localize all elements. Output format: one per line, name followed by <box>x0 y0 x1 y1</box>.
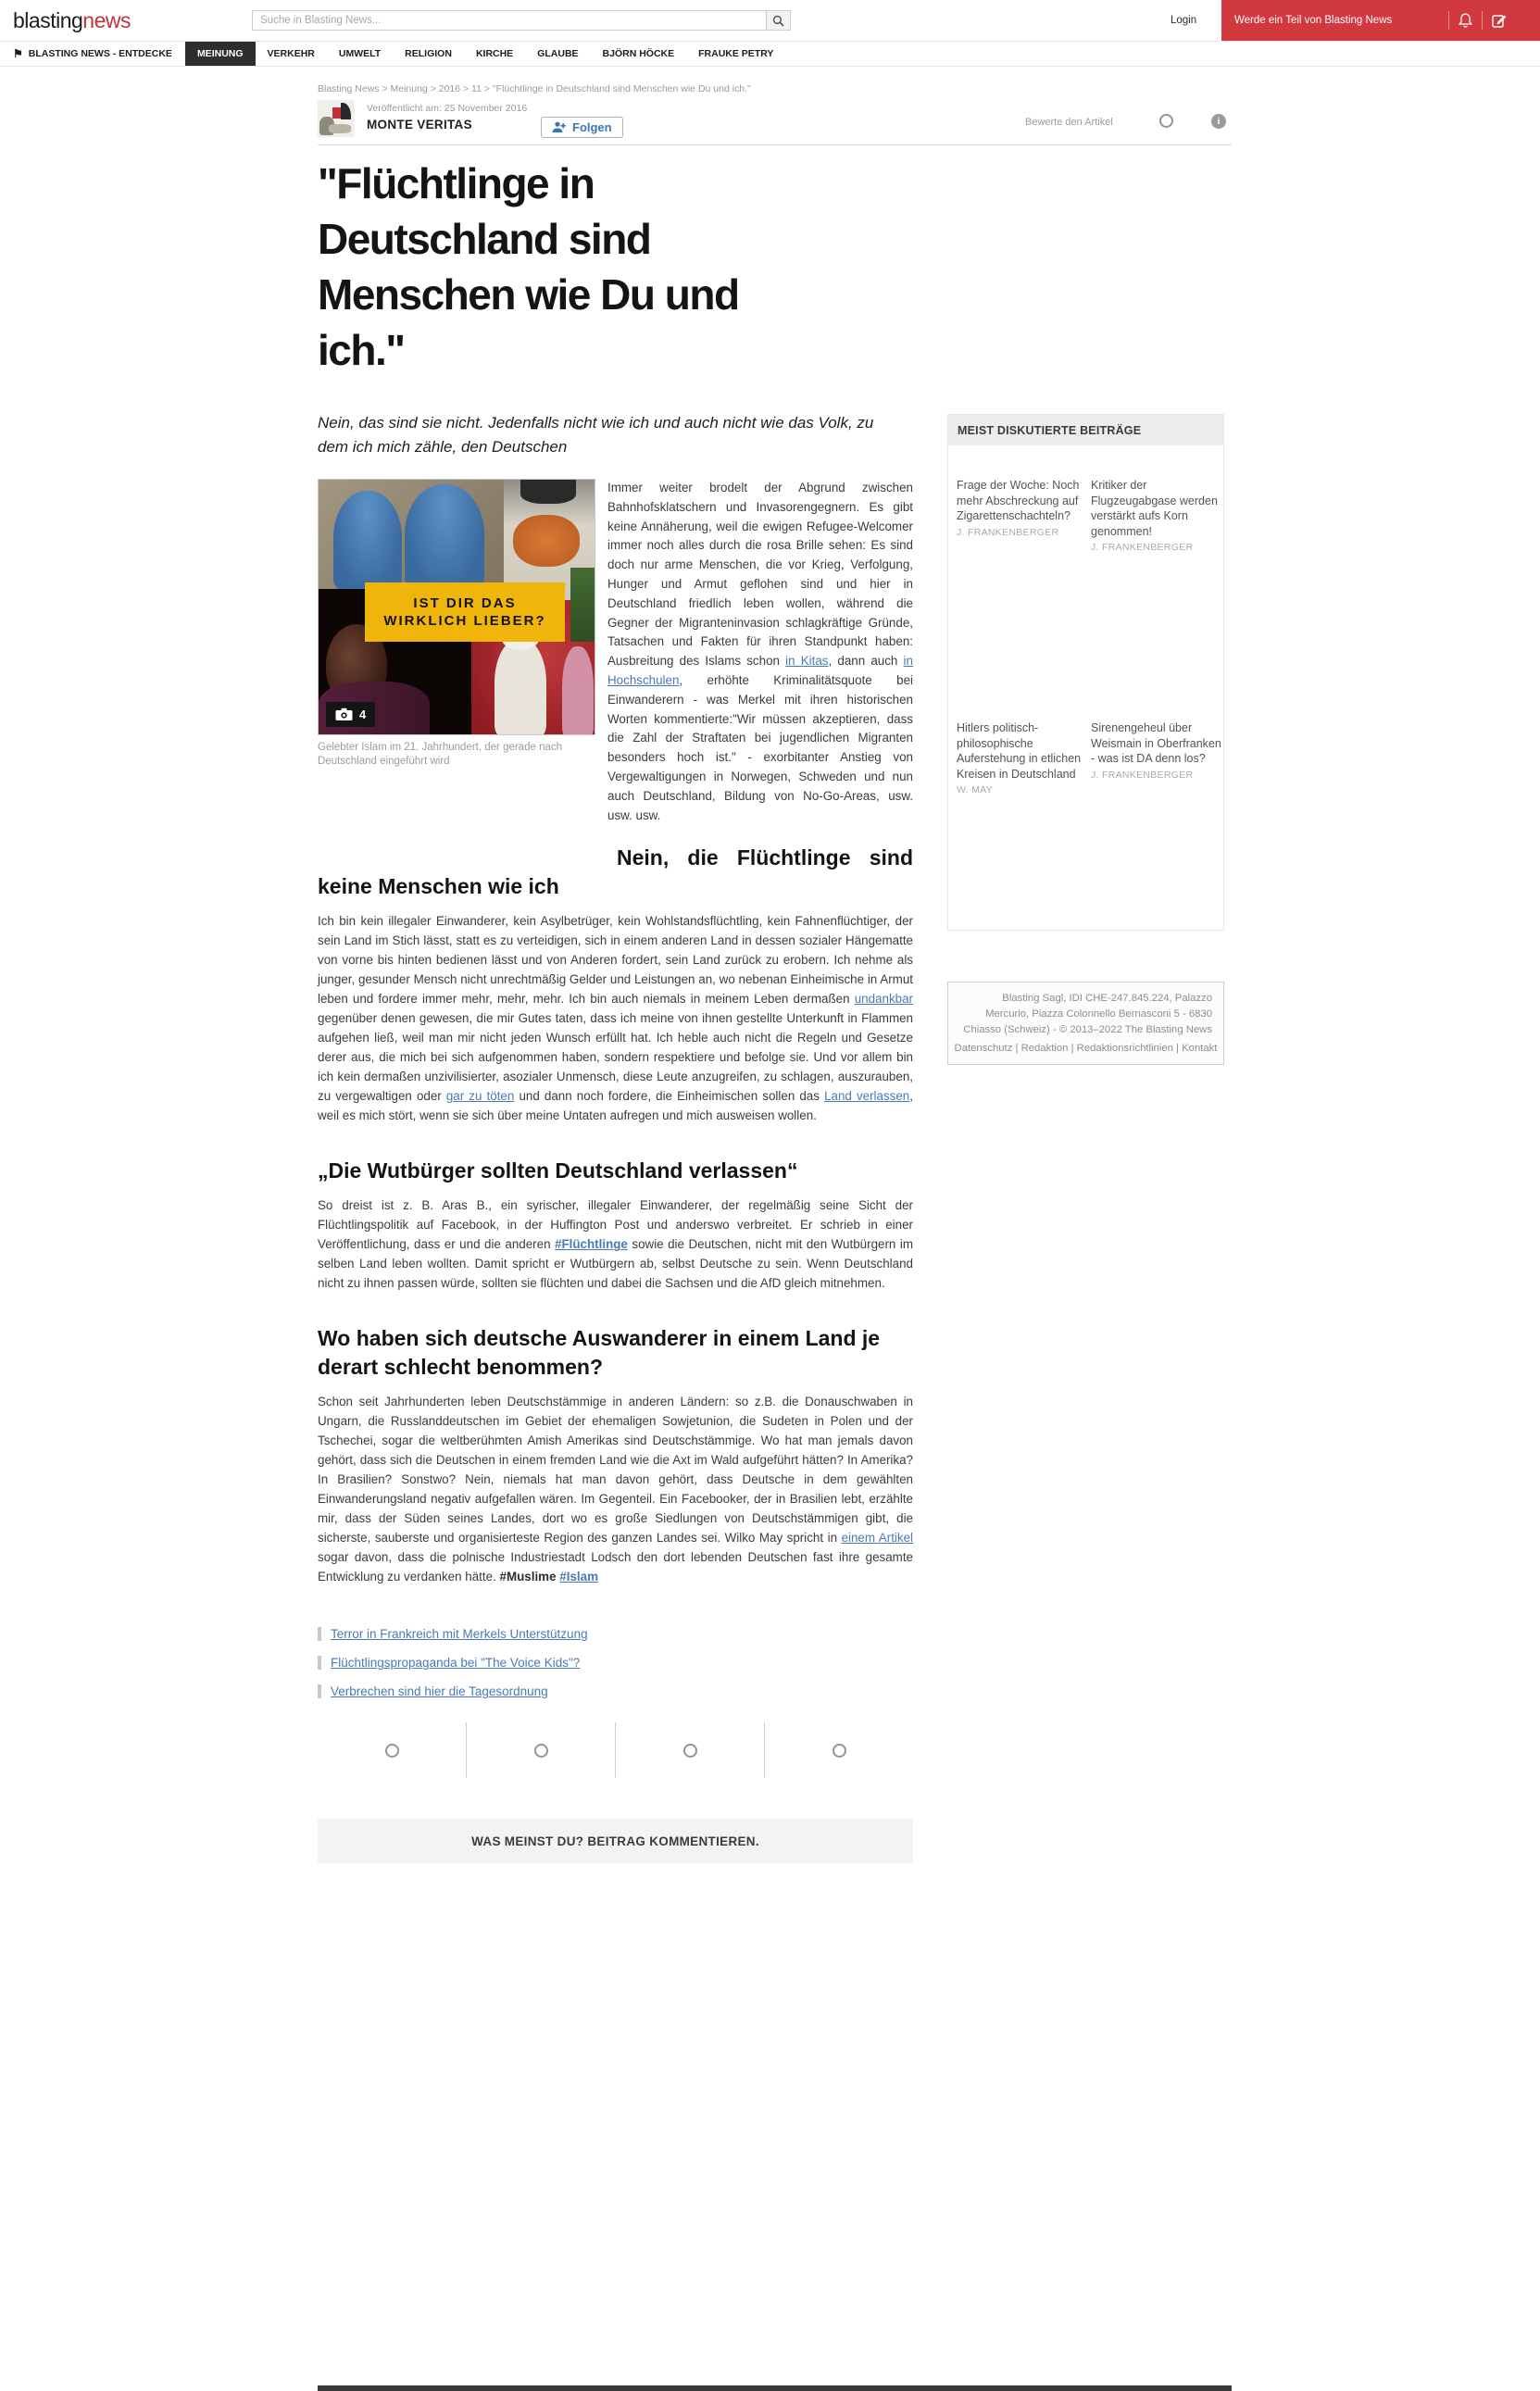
inline-link[interactable]: in Kitas <box>785 654 829 669</box>
related-link[interactable]: Terror in Frankreich mit Merkels Unterstützung <box>331 1627 588 1642</box>
collage-shape <box>495 639 546 735</box>
article-paragraph <box>607 479 913 825</box>
article-title: "Flüchtlinge in Deutschland sind Menschen wie Du und ich." <box>318 159 739 374</box>
site-logo[interactable] <box>13 8 131 33</box>
search-input[interactable] <box>252 10 766 31</box>
text-segment: Ich bin kein illegaler Einwanderer, kein Asylbetrüger, kein Wohlstandsflüchtling, kein Fahnenflüchtiger, der sein Land im Stich lässt, statt es zu verteidigen, sich in einem anderen Land in dessen sozialer Hängematte von vorne bis hinten bedienen lässt und von Anderen fordert, sein Land zurück zu erobern. Ich nehme als junger, gesunder Mensch nicht unrechtmäßig Gelder und Leistungen an, wo nebenan Einheimische in Armut leben und fordere immer mehr, mehr, mehr. Ich bin auch niemals in meinem Leben dermaßen <box>318 914 913 1007</box>
footer-separator: | <box>1015 1043 1019 1054</box>
related-link-row <box>318 1627 913 1641</box>
bold-text: #Muslime <box>499 1570 557 1584</box>
photo-gallery-badge[interactable] <box>326 702 375 727</box>
nav-item-bjoern-hoecke[interactable]: BJÖRN HÖCKE <box>602 48 675 59</box>
related-link-row <box>318 1684 913 1698</box>
inline-link[interactable]: gar zu töten <box>445 1089 515 1104</box>
nav-discover-label: BLASTING NEWS - ENTDECKE <box>28 48 172 59</box>
section-heading: Wo haben sich deutsche Auswanderer in einem Land je derart schlecht benommen? <box>318 1326 881 1380</box>
sidebar-article-author: J. FRANKENBERGER <box>957 526 1059 538</box>
related-link[interactable]: Verbrechen sind hier die Tagesordnung <box>331 1684 548 1699</box>
section-heading: Nein, die Flüchtlinge sind keine Menschen wie ich <box>318 845 913 899</box>
main-nav <box>0 41 1540 67</box>
article-paragraph <box>318 911 913 1125</box>
nav-item-frauke-petry[interactable]: FRAUKE PETRY <box>698 48 774 59</box>
footer-links <box>948 1043 1223 1054</box>
text-segment: , erhöhte Kriminalitätsquote bei Einwanderern - was Merkel mit ihren historischen Worten kommentierte:"Wir müssen akzeptieren, dass die Zahl der Straftaten bei jugendlichen Migranten besonders hoch ist." - exorbitanter Anstieg von Vergewaltigungen in Norwegen, Schweden und nun auch Deutschland, Bildung von No-Go-Areas, usw. usw. usw. <box>607 672 913 822</box>
publish-date: Veröffentlicht am: 25 November 2016 <box>367 103 528 114</box>
share-circle-icon <box>833 1744 846 1758</box>
sidebar-article-title[interactable]: Kritiker der Flugzeugabgase werden verstärkt aufs Korn genommen! <box>1091 479 1218 538</box>
avatar-shape <box>341 103 351 119</box>
sidebar-article <box>957 478 1087 538</box>
collage-shape <box>570 568 595 642</box>
article-paragraph <box>318 1196 913 1293</box>
text-segment: sowie die Deutschen, nicht mit den Wutbürgern im selben Land leben wollten. Damit spricht er Wutbürgern ab, selbst Deutsche zu sein. Wenn Deutschland nicht zu ihnen passen würde, sollten sie flüchten und dabei die Sachsen und die AfD gleich mitnehmen. <box>318 1237 913 1291</box>
camera-icon <box>335 707 353 721</box>
compose-pencil-icon <box>1492 13 1507 28</box>
sidebar-article-title[interactable]: Sirenengeheul über Weismain in Oberfranken - was ist DA denn los? <box>1091 721 1221 765</box>
footer-link-datenschutz[interactable]: Datenschutz <box>954 1043 1013 1054</box>
share-button-2[interactable] <box>466 1722 615 1778</box>
collage-shape <box>333 491 402 589</box>
rate-article-label: Bewerte den Artikel <box>1025 117 1113 128</box>
compose-button[interactable] <box>1492 13 1507 28</box>
logo-text-black: blasting <box>13 8 83 32</box>
notifications-button[interactable] <box>1459 13 1472 29</box>
nav-item-religion[interactable]: RELIGION <box>405 48 452 59</box>
follow-button[interactable] <box>541 117 623 138</box>
text-segment: So dreist ist z. B. Aras B., ein syrischer, illegaler Einwanderer, der regelmäßig seine Sicht der Flüchtlingspolitik auf Facebook, in der Huffington Post und anderswo verbreitet. Er schrieb in einer Veröffentlichung, dass er und die anderen <box>318 1198 913 1252</box>
footer-separator: | <box>1176 1043 1179 1054</box>
list-marker <box>318 1627 321 1641</box>
inline-link[interactable]: #Flüchtlinge <box>555 1237 628 1252</box>
inline-link[interactable]: Land verlassen <box>824 1089 910 1104</box>
text-segment: gegenüber denen gewesen, die mir Gutes taten, dass ich meine von ihnen gestellte Unterkunft in Flammen aufgehen ließ, weil man mir nicht jeden Wunsch erfüllt hat. Ich heble auch nicht die Regeln und Gesetze derer aus, die mich bei sich aufgenommen haben, sondern respektiere und befolge sie. Und vor allem bin ich kein dermaßen unzivilisierter, asozialer Unmensch, diese Leute anzugreifen, zu schlagen, auszurauben, zu vergewaltigen oder <box>318 1011 913 1104</box>
sidebar-article-title[interactable]: Frage der Woche: Noch mehr Abschreckung auf Zigarettenschachteln? <box>957 479 1080 522</box>
banner-line-2: WIRKLICH LIEBER? <box>383 613 546 629</box>
article-image[interactable] <box>318 479 595 735</box>
text-segment: Immer weiter brodelt der Abgrund zwischen Bahnhofsklatschern und Invasorengegnern. Es gibt keine Annäherung, weil die ewigen Refugee-Welcomer immer noch alles durch die rosa Brille sehen: Es sind doch nur arme Menschen, die vor Krieg, Verfolgung, Hunger und Armut geflohen sind und hier in Deutschland friedlich leben wollen, während die Gegner der Migranteninvasion schlagkräftige Gründe, Tatsachen und Fakten für ihren Standpunkt haben: Ausbreitung des Islams schon <box>607 481 913 669</box>
article <box>318 156 913 1863</box>
inline-link[interactable]: einem Artikel <box>841 1531 914 1546</box>
sidebar-article-author: J. FRANKENBERGER <box>1091 542 1194 553</box>
company-address: Blasting Sagl, IDI CHE-247.845.224, Palazzo Mercurio, Piazza Colonnello Bernasconi 5 - 6830 Chiasso (Schweiz) - © 2013–2022 The Blasting News <box>963 993 1212 1035</box>
sidebar-article-author: W. MAY <box>957 784 993 795</box>
nav-item-umwelt[interactable]: UMWELT <box>338 48 382 59</box>
footer-link-kontakt[interactable]: Kontakt <box>1182 1043 1218 1054</box>
author-avatar[interactable] <box>318 100 355 137</box>
join-bar <box>1221 0 1540 41</box>
comment-button[interactable]: WAS MEINST DU? BEITRAG KOMMENTIEREN. <box>318 1819 913 1863</box>
related-link-row <box>318 1656 913 1670</box>
text-segment: und dann noch fordere, die Einheimischen sollen das <box>514 1089 825 1104</box>
share-button-4[interactable] <box>764 1722 913 1778</box>
sidebar-article <box>1091 720 1221 781</box>
article-figure <box>318 479 597 769</box>
nav-item-glaube[interactable]: GLAUBE <box>537 48 579 59</box>
image-banner <box>365 582 565 642</box>
related-link[interactable]: Flüchtlingspropaganda bei "The Voice Kids"? <box>331 1656 581 1671</box>
share-button-3[interactable] <box>615 1722 764 1778</box>
inline-link[interactable]: #Islam <box>559 1570 598 1584</box>
divider <box>1482 11 1483 30</box>
rate-circle-icon[interactable] <box>1159 114 1173 128</box>
nav-item-verkehr[interactable]: VERKEHR <box>267 48 315 59</box>
bell-icon <box>1459 13 1472 29</box>
article-paragraph <box>318 1392 913 1586</box>
footer-separator: | <box>1070 1043 1074 1054</box>
author-name[interactable]: MONTE VERITAS <box>367 118 472 131</box>
top-header <box>0 0 1540 41</box>
share-button-1[interactable] <box>318 1722 466 1778</box>
inline-link[interactable]: in Hochschulen <box>607 654 913 687</box>
sidebar-most-discussed <box>947 414 1224 931</box>
text-segment: , weil es mich stört, wenn sie sich über meine Untaten aufregen und mich ausweisen wollen. <box>318 1089 913 1123</box>
text-segment: , dann auch <box>828 654 904 669</box>
collage-shape <box>562 646 594 735</box>
banner-line-1: IST DIR DAS <box>413 595 517 611</box>
text-segment: Schon seit Jahrhunderten leben Deutschstämmige in anderen Ländern: so z.B. die Donauschwaben in Ungarn, die Russlanddeutschen im Gebiet der ehemaligen Sowjetunion, die Sudeten in Polen und der Tschechei, sogar die weltberühmten Amish Amerikas sind Deutschstämmige. Wo hat man jemals davon gehört, dass sich die Deutschen in einem fremden Land wie die Axt im Wald aufgeführt hätten? In Amerika? In Brasilien? Sonstwo? Nein, niemals hat man davon gehört, dass Deutsche in dem gewählten Einwanderungsland negativ aufgefallen wären. Im Gegenteil. Ein Facebooker, der in Brasilien lebt, erzählte mir, dass der Süden seines Landes, dort wo es große Siedlungen von Deutschstämmigen gibt, die sicherste, sauberste und organisierteste Region des ganzen Landes sei. Wilko May spricht in <box>318 1395 913 1546</box>
divider <box>1448 11 1449 30</box>
share-row <box>318 1722 913 1778</box>
login-link[interactable]: Login <box>1171 15 1197 26</box>
photo-count: 4 <box>359 707 367 721</box>
person-plus-icon <box>552 121 567 133</box>
search-bar <box>252 10 791 31</box>
sidebar-article <box>1091 478 1221 553</box>
text-segment: sogar davon, dass die polnische Industriestadt Lodsch den dort lebenden Deutschen fast ihre gesamte Entwicklung zu verdanken hätte. <box>318 1550 913 1584</box>
nav-item-meinung[interactable]: MEINUNG <box>185 42 256 66</box>
footer-top-bar <box>318 2385 1232 2391</box>
collage-shape <box>513 515 580 567</box>
footer-link-richtlinien[interactable]: Redaktionsrichtlinien <box>1076 1043 1173 1054</box>
list-marker <box>318 1684 321 1698</box>
search-button[interactable] <box>766 10 791 31</box>
join-link[interactable]: Werde ein Teil von Blasting News <box>1234 15 1393 26</box>
footer-link-redaktion[interactable]: Redaktion <box>1020 1043 1069 1054</box>
related-links <box>318 1627 913 1698</box>
info-icon[interactable]: i <box>1211 114 1226 129</box>
image-caption: Gelebter Islam im 21. Jahrhundert, der gerade nach Deutschland eingeführt wird <box>318 742 563 767</box>
sidebar-header: MEIST DISKUTIERTE BEITRÄGE <box>948 415 1223 445</box>
inline-link[interactable]: undankbar <box>854 992 913 1007</box>
article-subtitle: Nein, das sind sie nicht. Jedenfalls nicht wie ich und auch nicht wie das Volk, zu dem ich mich zähle, den Deutschen <box>318 414 874 456</box>
share-circle-icon <box>534 1744 548 1758</box>
avatar-shape <box>329 124 351 133</box>
nav-item-discover[interactable] <box>13 42 185 66</box>
company-info-box <box>947 982 1224 1065</box>
search-icon <box>772 15 784 27</box>
divider <box>318 144 1232 145</box>
logo-text-red: news <box>82 8 131 32</box>
collage-photo-burqas <box>319 480 504 589</box>
sidebar-article-title[interactable]: Hitlers politisch-philosophische Auferstehung in etlichen Kreisen in Deutschland <box>957 721 1082 781</box>
list-marker <box>318 1656 321 1670</box>
collage-shape <box>405 484 484 589</box>
share-circle-icon <box>683 1744 697 1758</box>
follow-label: Folgen <box>572 120 612 134</box>
section-heading: „Die Wutbürger sollten Deutschland verlassen“ <box>318 1158 798 1183</box>
share-circle-icon <box>385 1744 399 1758</box>
collage-shape <box>520 480 576 504</box>
lead-media-row <box>318 479 913 825</box>
flag-icon: ⚑ <box>13 47 23 60</box>
sidebar-article <box>957 720 1087 795</box>
nav-item-kirche[interactable]: KIRCHE <box>475 48 514 59</box>
breadcrumb[interactable]: Blasting News > Meinung > 2016 > 11 > "Flüchtlinge in Deutschland sind Menschen wie Du und ich." <box>318 83 751 94</box>
sidebar-article-author: J. FRANKENBERGER <box>1091 769 1194 781</box>
